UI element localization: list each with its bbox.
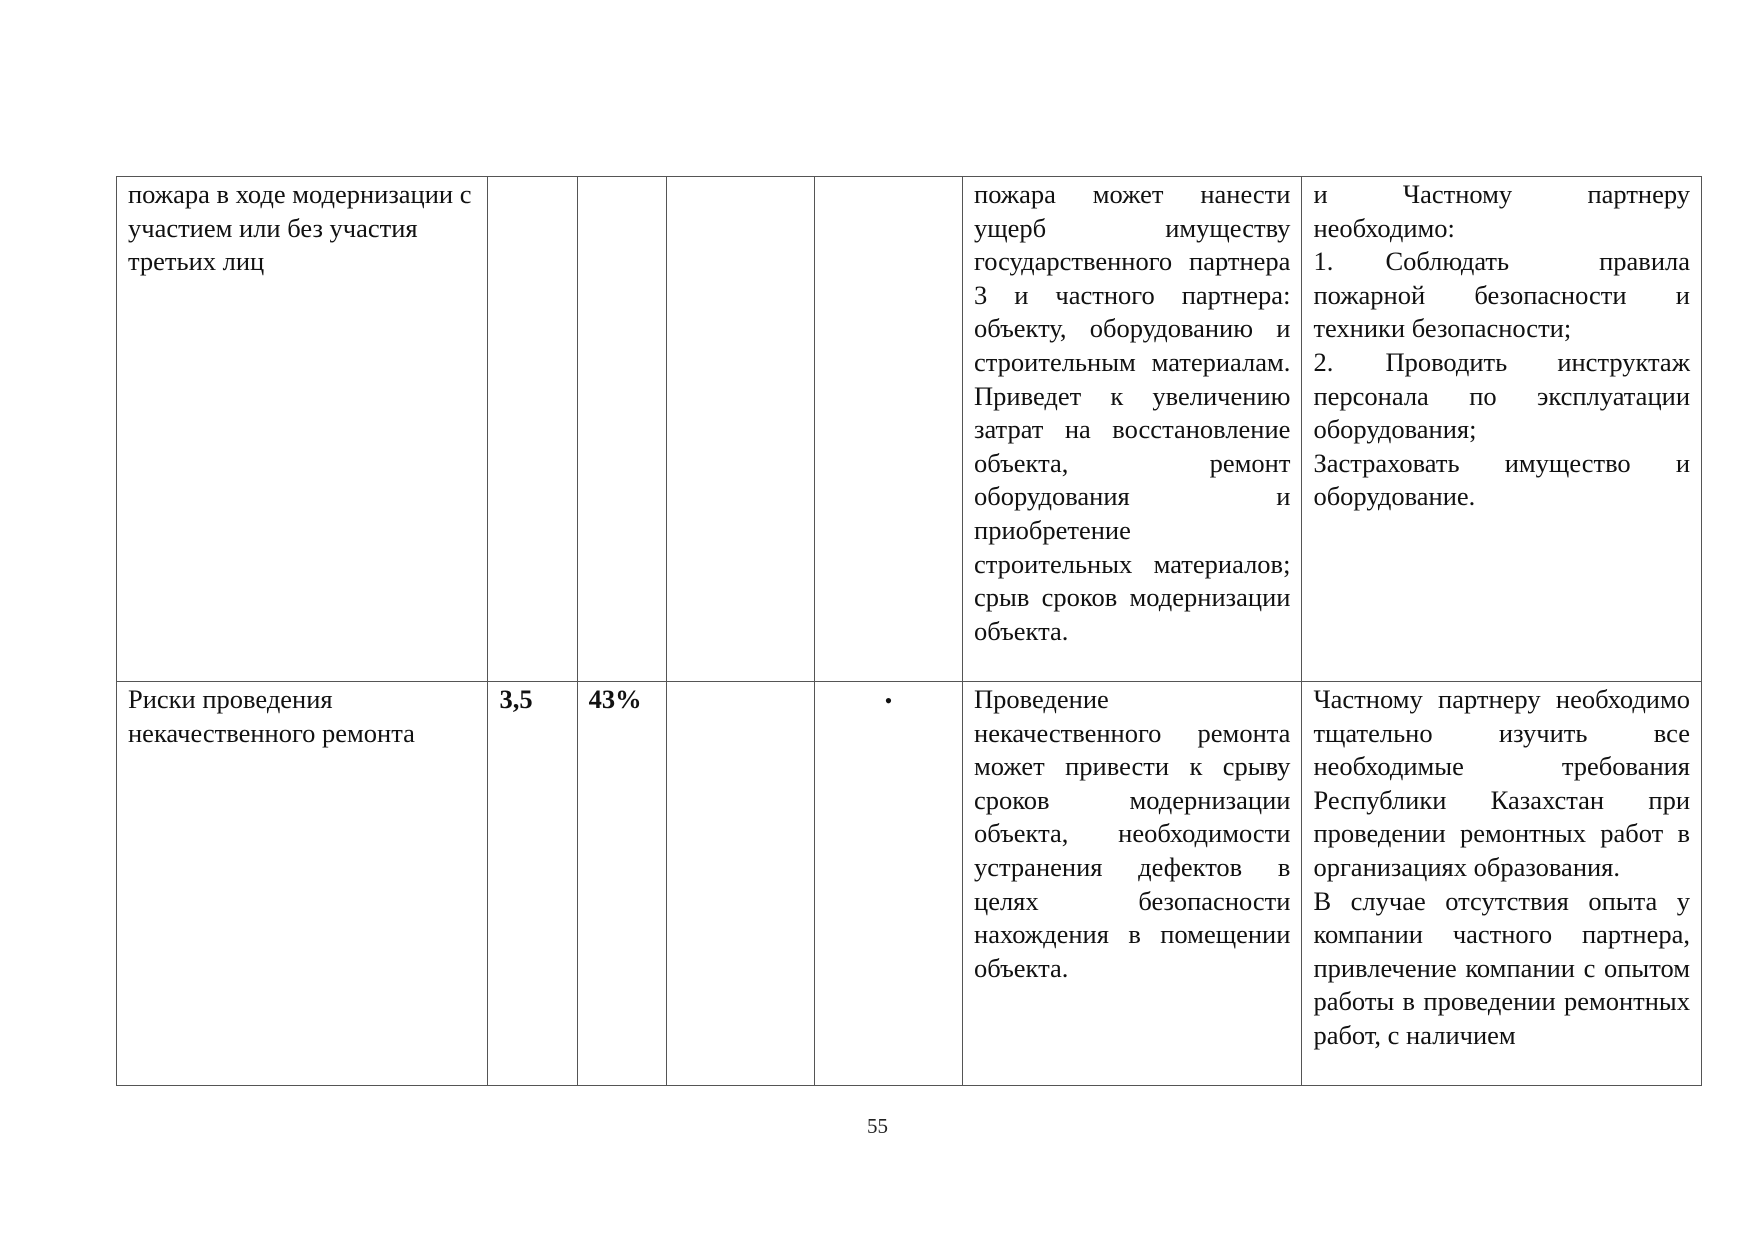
risk-name-cell <box>117 682 488 1086</box>
score-value: 3,5 <box>499 684 533 714</box>
score-cell <box>488 682 577 1086</box>
measures-cell <box>1302 177 1702 682</box>
measures-intro: и Частному партнеру необходимо: <box>1313 179 1690 243</box>
consequences-text: Проведение некачественного ремонта может привести к срыву сроков модернизации объекта, необходимости устранения дефектов в целях безопасности нахождения в помещении объекта. <box>974 684 1291 983</box>
percent-cell <box>577 177 666 682</box>
measures-outro: Застраховать имущество и оборудование. <box>1313 447 1690 512</box>
consequences-cell <box>963 682 1302 1086</box>
empty-cell <box>666 682 814 1086</box>
list-item <box>1313 346 1690 447</box>
empty-cell <box>814 177 962 682</box>
percent-cell <box>577 682 666 1086</box>
consequences-text: пожара может нанести ущерб имуществу государственного партнера 3 и частного партнера: объекту, оборудованию и строительным материалам. Приведет к увеличению затрат на восстановление объекта, ремонт оборудования и приобретение строительных материалов; срыв сроков модернизации объекта. <box>974 179 1291 646</box>
table-row <box>117 177 1702 682</box>
risk-name-cell <box>117 177 488 682</box>
score-cell <box>488 177 577 682</box>
measures-paragraph: В случае отсутствия опыта у компании частного партнера, привлечение компании с опытом работы в проведении ремонтных работ, с наличием <box>1313 885 1690 1050</box>
bullet-icon: • <box>884 688 893 713</box>
risk-table <box>116 176 1702 1086</box>
risk-name: Риски проведения некачественного ремонта <box>128 684 415 748</box>
table-row <box>117 682 1702 1086</box>
consequences-cell <box>963 177 1302 682</box>
marker-cell <box>814 682 962 1086</box>
list-number: 1. <box>1313 246 1334 277</box>
measures-paragraph: Частному партнеру необходимо тщательно изучить все необходимые требования Республики Казахстан при проведении ремонтных работ в организациях образования. <box>1313 684 1690 882</box>
risk-name: пожара в ходе модернизации с участием или без участия третьих лиц <box>128 179 472 277</box>
page-number: 55 <box>867 1114 888 1138</box>
list-item <box>1313 245 1690 346</box>
list-text: Проводить инструктаж персонала по эксплуатации оборудования; <box>1313 346 1690 445</box>
measures-cell <box>1302 682 1702 1086</box>
list-text: Соблюдать правила пожарной безопасности и техники безопасности; <box>1313 246 1690 344</box>
list-number: 2. <box>1313 346 1334 377</box>
empty-cell <box>666 177 814 682</box>
percent-value: 43% <box>588 684 642 714</box>
